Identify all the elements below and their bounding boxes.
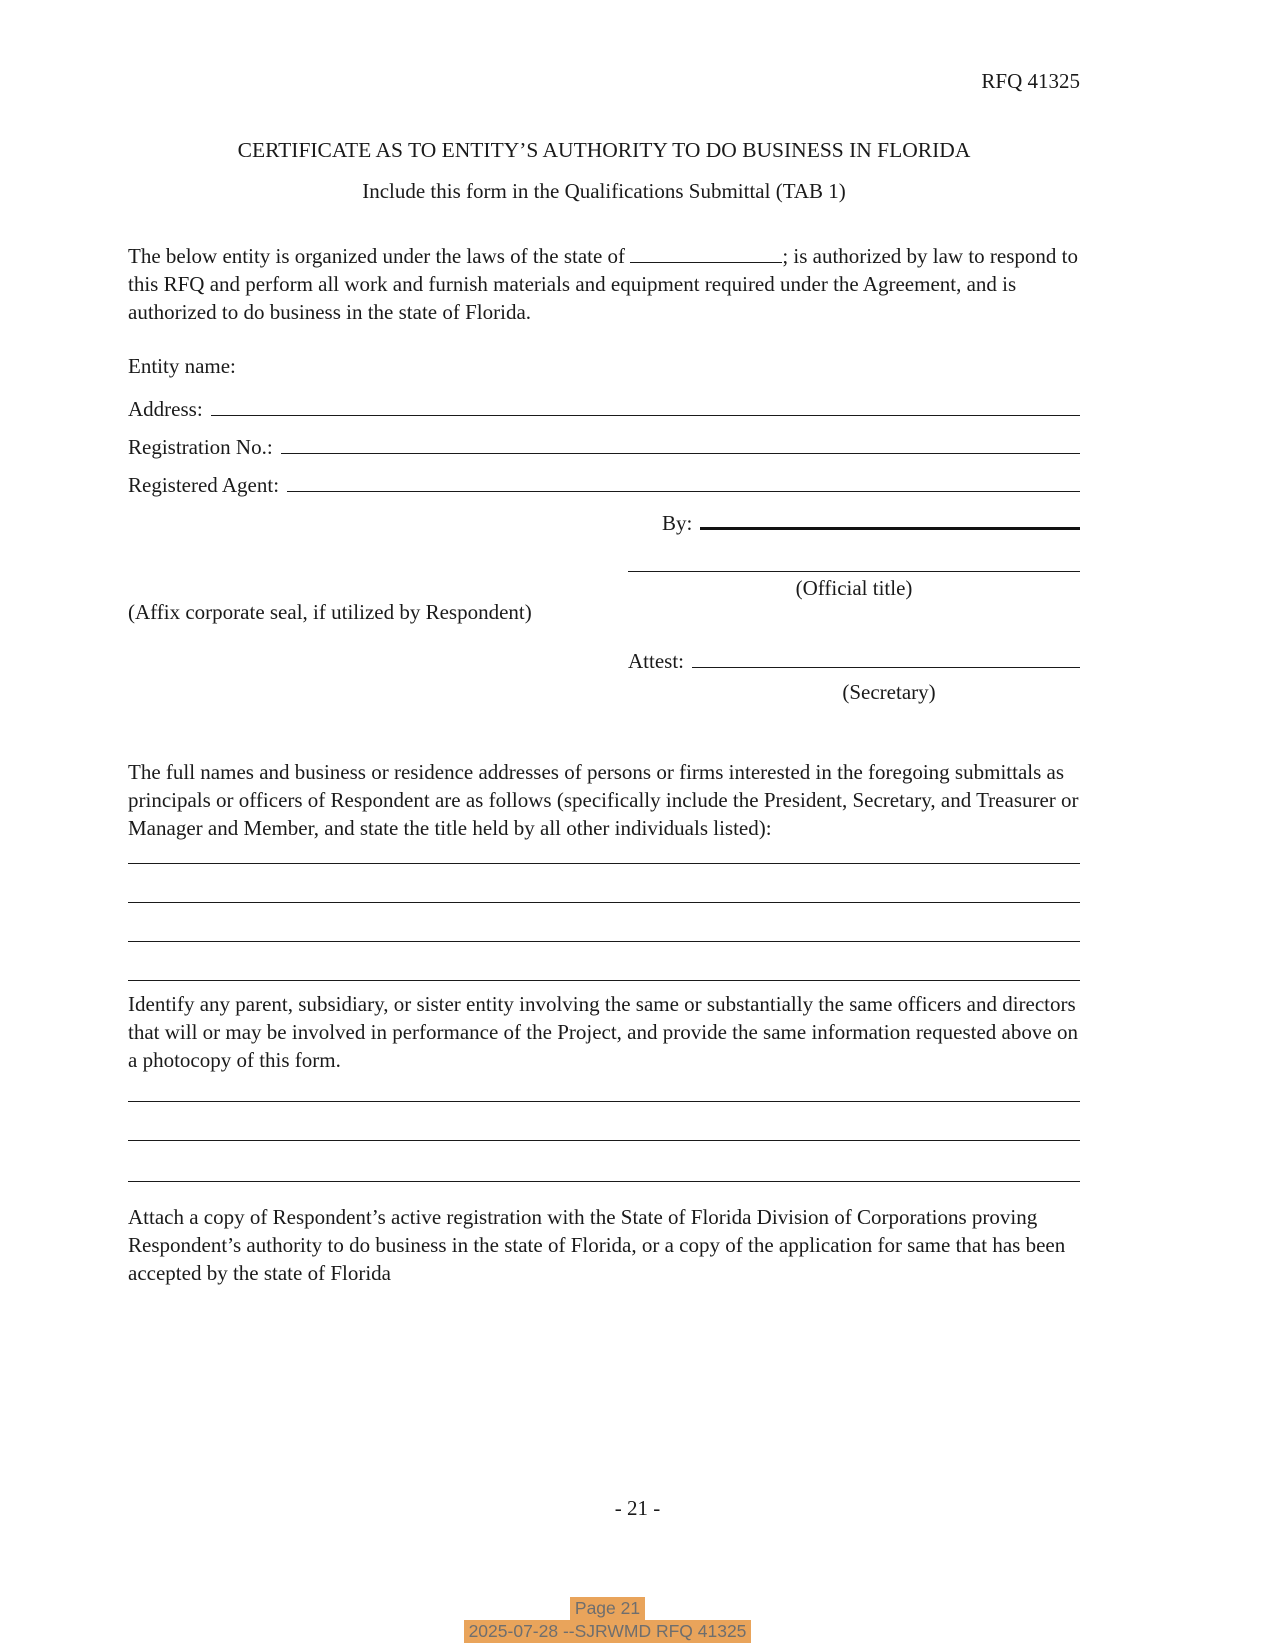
official-title-caption: (Official title) — [795, 576, 913, 601]
address-write-in-line — [211, 391, 1080, 416]
registration-no-label: Registration No.: — [128, 435, 273, 460]
footer-stamp — [0, 1597, 1245, 1643]
attest-label: Attest: — [628, 649, 684, 674]
entity-name-field — [128, 353, 1080, 381]
stamp-page-row — [0, 1597, 1245, 1620]
related-entities-paragraph: Identify any parent, subsidiary, or sister entity involving the same or substantially the same officers and directors that will or may be involved in performance of the Project, and provide the same information requested above on a photocopy of this form. — [128, 991, 1078, 1072]
registration-no-write-in-line — [281, 429, 1080, 454]
principals-paragraph: The full names and business or residence addresses of persons or firms interested in the foregoing submittals as principals or officers of Respondent are as follows (specifically include the President, Secretary, and Treasurer or Manager and Member, and state the title held by all other individuals listed): — [128, 760, 1079, 841]
stamp-ref-label: 2025-07-28 --SJRWMD RFQ 41325 — [464, 1620, 752, 1643]
state-write-in-line — [630, 241, 782, 263]
by-label: By: — [662, 511, 693, 536]
attest-signature-line — [692, 643, 1080, 668]
registered-agent-label: Registered Agent: — [128, 473, 280, 498]
page-subtitle: Include this form in the Qualifications Submittal (TAB 1) — [362, 178, 846, 203]
by-field — [662, 503, 1080, 538]
write-in-line — [128, 864, 1080, 903]
write-in-line — [128, 843, 1080, 864]
write-in-line — [128, 903, 1080, 942]
entity-name-label: Entity name: — [128, 354, 236, 379]
attachment-paragraph: Attach a copy of Respondent’s active registration with the State of Florida Division of Corporations proving Respondent’s authority to do business in the state of Florida, or a copy of the application for same that has been accepted by the state of Florida — [128, 1204, 1066, 1285]
write-in-line — [128, 1102, 1080, 1141]
intro-paragraph — [128, 241, 1080, 327]
address-label: Address: — [128, 397, 203, 422]
page-title: CERTIFICATE AS TO ENTITY’S AUTHORITY TO DO BUSINESS IN FLORIDA — [237, 137, 971, 162]
principals-write-in-lines — [128, 843, 1080, 981]
write-in-line — [128, 942, 1080, 981]
signature-block — [128, 503, 1080, 733]
page-number: - 21 - — [614, 1496, 661, 1520]
by-signature-line — [700, 503, 1080, 530]
registered-agent-field — [128, 467, 1080, 498]
write-in-line — [128, 1141, 1080, 1182]
address-field — [128, 391, 1080, 422]
rfq-reference: RFQ 41325 — [981, 69, 1080, 93]
intro-text-before-blank: The below entity is organized under the laws of the state of — [128, 244, 626, 269]
related-entities-write-in-lines — [128, 1075, 1080, 1182]
registered-agent-write-in-line — [287, 467, 1080, 492]
secretary-caption: (Secretary) — [842, 680, 936, 705]
stamp-ref-row — [0, 1620, 1245, 1643]
write-in-line — [128, 1075, 1080, 1102]
attest-field — [628, 643, 1080, 676]
intro-text-after-blank: ; is authorized by law to respond to this RFQ and perform all work and furnish materials and equipment required under the Agreement, and is authorized to do business in the state of Florida. — [128, 244, 1079, 325]
corporate-seal-note: (Affix corporate seal, if utilized by Respondent) — [128, 600, 532, 625]
stamp-page-label: Page 21 — [570, 1597, 645, 1620]
official-title-line — [628, 571, 1080, 572]
registration-no-field — [128, 429, 1080, 460]
